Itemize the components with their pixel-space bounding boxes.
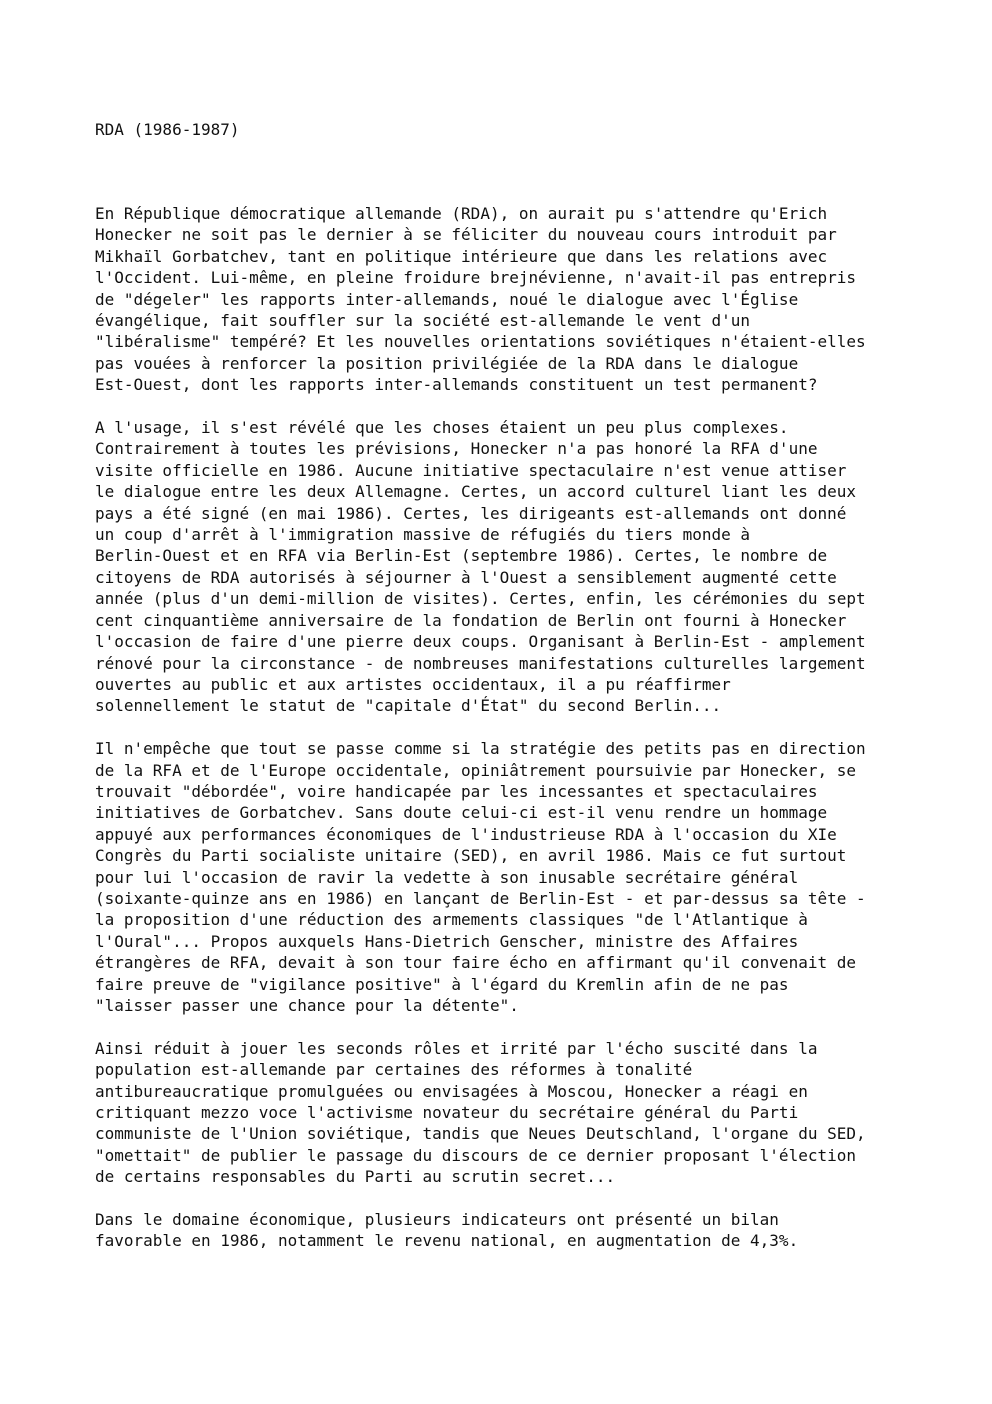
text-line: l'Oural"... Propos auxquels Hans-Dietrich Genscher, ministre des Affaires (95, 931, 799, 951)
text-line: évangélique, fait souffler sur la société est-allemande le vent d'un (95, 311, 751, 331)
text-line: "laisser passer une chance pour la détente". (95, 996, 519, 1015)
text-line: le dialogue entre les deux Allemagne. Certes, un accord culturel liant les deux (95, 482, 856, 502)
text-line: Berlin-Ouest et en RFA via Berlin-Est (septembre 1986). Certes, le nombre de (95, 546, 828, 566)
paragraph-1 (95, 203, 905, 396)
text-line: année (plus d'un demi-million de visites). Certes, enfin, les cérémonies du sept (95, 589, 866, 609)
text-line: "omettait" de publier le passage du discours de ce dernier proposant l'élection (95, 1145, 856, 1165)
text-line: Est-Ouest, dont les rapports inter-allemands constituent un test permanent? (95, 375, 818, 395)
text-line: Ainsi réduit à jouer les seconds rôles et irrité par l'écho suscité dans la (95, 1038, 818, 1058)
text-line: trouvait "débordée", voire handicapée par les incessantes et spectaculaires (95, 781, 818, 801)
text-line: favorable en 1986, notamment le revenu national, en augmentation de 4,3%. (95, 1231, 799, 1251)
text-line: faire preuve de "vigilance positive" à l'égard du Kremlin afin de ne pas (95, 974, 789, 994)
paragraph-4 (95, 1038, 905, 1188)
text-line: rénové pour la circonstance - de nombreuses manifestations culturelles largement (95, 653, 866, 673)
text-line: étrangères de RFA, devait à son tour faire écho en affirmant qu'il convenait de (95, 953, 856, 973)
text-line: pays a été signé (en mai 1986). Certes, les dirigeants est-allemands ont donné (95, 503, 847, 523)
text-line: l'Occident. Lui-même, en pleine froidure brejnévienne, n'avait-il pas entrepris (95, 268, 856, 288)
text-line: visite officielle en 1986. Aucune initiative spectaculaire n'est venue attiser (95, 460, 847, 480)
text-line: Il n'empêche que tout se passe comme si la stratégie des petits pas en direction (95, 739, 866, 759)
text-line: Honecker ne soit pas le dernier à se féliciter du nouveau cours introduit par (95, 225, 837, 245)
text-line: pour lui l'occasion de ravir la vedette à son inusable secrétaire général (95, 867, 799, 887)
document-body (95, 203, 905, 1273)
text-line: de certains responsables du Parti au scrutin secret... (95, 1167, 616, 1187)
text-line: Dans le domaine économique, plusieurs indicateurs ont présenté un bilan (95, 1210, 779, 1230)
text-line: cent cinquantième anniversaire de la fondation de Berlin ont fourni à Honecker (95, 610, 847, 630)
text-line: la proposition d'une réduction des armements classiques "de l'Atlantique à (95, 910, 808, 930)
text-line: Congrès du Parti socialiste unitaire (SED), en avril 1986. Mais ce fut surtout (95, 846, 847, 866)
text-line: population est-allemande par certaines des réformes à tonalité (95, 1060, 693, 1080)
text-line: ouvertes au public et aux artistes occidentaux, il a pu réaffirmer (95, 674, 731, 694)
text-line: Contrairement à toutes les prévisions, Honecker n'a pas honoré la RFA d'une (95, 439, 818, 459)
text-line: pas vouées à renforcer la position privilégiée de la RDA dans le dialogue (95, 353, 799, 373)
text-line: communiste de l'Union soviétique, tandis que Neues Deutschland, l'organe du SED, (95, 1124, 866, 1144)
text-line: En République démocratique allemande (RDA), on aurait pu s'attendre qu'Erich (95, 204, 828, 223)
paragraph-5 (95, 1209, 905, 1252)
document-title: RDA (1986-1987) (95, 120, 240, 139)
text-line: initiatives de Gorbatchev. Sans doute celui-ci est-il venu rendre un hommage (95, 803, 828, 823)
text-line: (soixante-quinze ans en 1986) en lançant de Berlin-Est - et par-dessus sa tête - (95, 888, 866, 908)
text-line: un coup d'arrêt à l'immigration massive de réfugiés du tiers monde à (95, 525, 751, 545)
paragraph-2 (95, 417, 905, 717)
text-line: Mikhaïl Gorbatchev, tant en politique intérieure que dans les relations avec (95, 246, 828, 266)
paragraph-3 (95, 738, 905, 1016)
text-line: A l'usage, il s'est révélé que les choses étaient un peu plus complexes. (95, 418, 789, 438)
text-line: "libéralisme" tempéré? Et les nouvelles orientations soviétiques n'étaient-elles (95, 332, 866, 352)
text-line: l'occasion de faire d'une pierre deux coups. Organisant à Berlin-Est - amplement (95, 632, 866, 652)
text-line: antibureaucratique promulguées ou envisagées à Moscou, Honecker a réagi en (95, 1081, 808, 1101)
text-line: critiquant mezzo voce l'activisme novateur du secrétaire général du Parti (95, 1103, 799, 1123)
text-line: citoyens de RDA autorisés à séjourner à l'Ouest a sensiblement augmenté cette (95, 567, 837, 587)
text-line: de la RFA et de l'Europe occidentale, opiniâtrement poursuivie par Honecker, se (95, 760, 856, 780)
text-line: solennellement le statut de "capitale d'État" du second Berlin... (95, 696, 722, 716)
text-line: appuyé aux performances économiques de l'industrieuse RDA à l'occasion du XIe (95, 824, 837, 844)
text-line: de "dégeler" les rapports inter-allemands, noué le dialogue avec l'Église (95, 289, 799, 309)
